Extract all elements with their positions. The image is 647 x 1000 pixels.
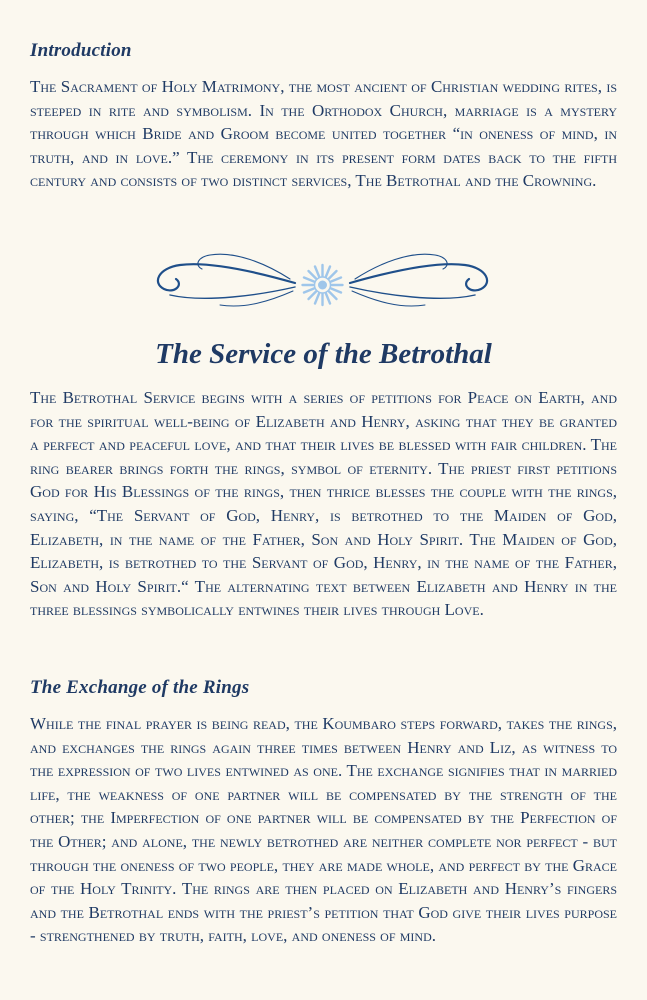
introduction-heading: Introduction [30,40,132,61]
betrothal-heading: The Service of the Betrothal [155,338,492,370]
exchange-paragraph: While the final prayer is being read, the Koumbaro steps forward, takes the rings, and exchanges the rings again three times between Henry and Liz, as witness to the expression of two lives entwined as one. The exchange signifies that in married life, the weakness of one partner will be compensated by the strength of the other; the Imperfection of one partner will be compensated by the Perfection of the Other; and alone, the newly betrothed are neither complete nor perfect - but through the oneness of two people, they are made whole, and perfect by the Grace of the Holy Trinity. The rings are then placed on Elizabeth and Henry’s fingers and the Betrothal ends with the priest’s petition that God give their lives purpose - strengthened by truth, faith, love, and oneness of mind. [30,714,617,946]
betrothal-paragraph: The Betrothal Service begins with a series of petitions for Peace on Earth, and for the spiritual well-being of Elizabeth and Henry, asking that they be granted a perfect and peaceful love, and that their lives be blessed with fair children. The ring bearer brings forth the rings, symbol of eternity. The priest first petitions God for His Blessings of the rings, then thrice blesses the couple with the rings, saying, “The Servant of God, Henry, is betrothed to the Maiden of God, Elizabeth, in the name of the Father, Son and Holy Spirit. The Maiden of God, Elizabeth, is betrothed to the Servant of God, Henry, in the name of the Father, Son and Holy Spirit.“ The alternating text between Elizabeth and Henry in the three blessings symbolically entwines their lives through Love. [30,388,617,620]
flourish-ornament [150,243,495,318]
introduction-paragraph: The Sacrament of Holy Matrimony, the most ancient of Christian wedding rites, is steeped in rite and symbolism. In the Orthodox Church, marriage is a mystery through which Bride and Groom become united together “in oneness of mind, in truth, and in love.” The ceremony in its present form dates back to the fifth century and consists of two distinct services, The Betrothal and the Crowning. [30,77,617,191]
exchange-heading: The Exchange of the Rings [30,677,250,698]
